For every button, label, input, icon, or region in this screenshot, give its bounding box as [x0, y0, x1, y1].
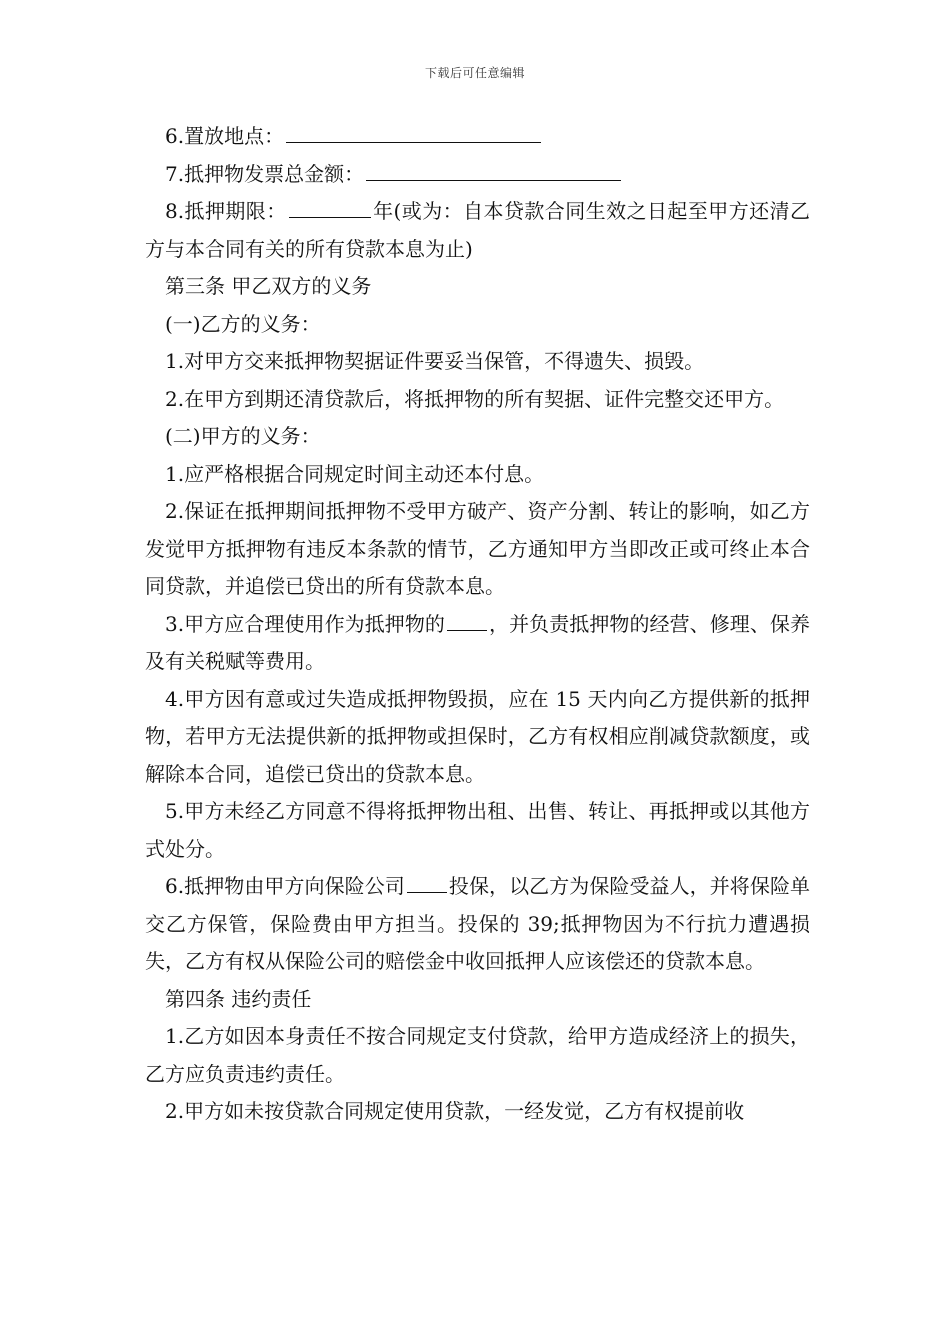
fill-in-blank — [289, 216, 371, 218]
clause-a-5: 5.甲方未经乙方同意不得将抵押物出租、出售、转让、再抵押或以其他方式处分。 — [145, 799, 810, 861]
clause-invoice-amount — [145, 156, 810, 194]
clause-text: 投保，以乙方为保险受益人，并将保险单交乙方保管，保险费由甲方担当。投保的 39;抵押物因为不行抗力遭遇损失，乙方有权从保险公司的赔偿金中收回抵押人应该偿还的贷款本息。 — [145, 874, 811, 973]
clause-placement-location — [145, 118, 810, 156]
article-four-heading: 第四条 违约责任 — [165, 986, 312, 1011]
fill-in-blank — [407, 891, 447, 893]
clause-breach-2: 2.甲方如未按贷款合同规定使用贷款，一经发觉，乙方有权提前收 — [165, 1099, 745, 1123]
clause-b-2: 2.在甲方到期还清贷款后，将抵押物的所有契据、证件完整交还甲方。 — [165, 386, 785, 411]
clause-a-1: 1.应严格根据合同规定时间主动还本付息。 — [165, 461, 545, 486]
clause-b-1: 1.对甲方交来抵押物契据证件要妥当保管，不得遗失、损毁。 — [165, 349, 705, 373]
fill-in-blank — [286, 141, 541, 143]
clause-text: 6.置放地点： — [165, 124, 285, 148]
fill-in-blank — [366, 179, 621, 181]
clause-a-3 — [145, 606, 810, 681]
fill-in-blank — [447, 629, 487, 631]
clause-text: 年(或为：自本贷款合同生效之日起至甲方还清乙方与本合同有关的所有贷款本息为止) — [145, 199, 810, 261]
clause-breach-1: 1.乙方如因本身责任不按合同规定支付贷款，给甲方造成经济上的损失，乙方应负责违约责任。 — [145, 1024, 810, 1086]
clause-a-2: 2.保证在抵押期间抵押物不受甲方破产、资产分割、转让的影响，如乙方发觉甲方抵押物有违反本条款的情节，乙方通知甲方当即改正或可终止本合同贷款，并追偿已贷出的所有贷款本息。 — [145, 499, 810, 598]
section-party-b-duties: (一)乙方的义务： — [165, 311, 321, 336]
page-header: 下载后可任意编辑 — [424, 66, 525, 80]
clause-text: 7.抵押物发票总金额： — [165, 161, 365, 186]
clause-text: 3.甲方应合理使用作为抵押物的 — [165, 611, 445, 636]
clause-mortgage-term — [145, 193, 810, 268]
article-three-heading: 第三条 甲乙双方的义务 — [165, 274, 372, 298]
clause-a-4: 4.甲方因有意或过失造成抵押物毁损，应在 15 天内向乙方提供新的抵押物，若甲方无法提供新的抵押物或担保时，乙方有权相应削减贷款额度，或解除本合同，追偿已贷出的贷款本息。 — [145, 686, 810, 786]
document-body — [145, 118, 810, 1131]
clause-text: 6.抵押物由甲方向保险公司 — [165, 874, 405, 898]
section-party-a-duties: (二)甲方的义务： — [165, 424, 321, 448]
clause-text: 8.抵押期限： — [165, 199, 287, 223]
clause-a-6 — [145, 868, 810, 981]
clause-text: ，并负责抵押物的经营、修理、保养及有关税赋等费用。 — [145, 611, 811, 673]
